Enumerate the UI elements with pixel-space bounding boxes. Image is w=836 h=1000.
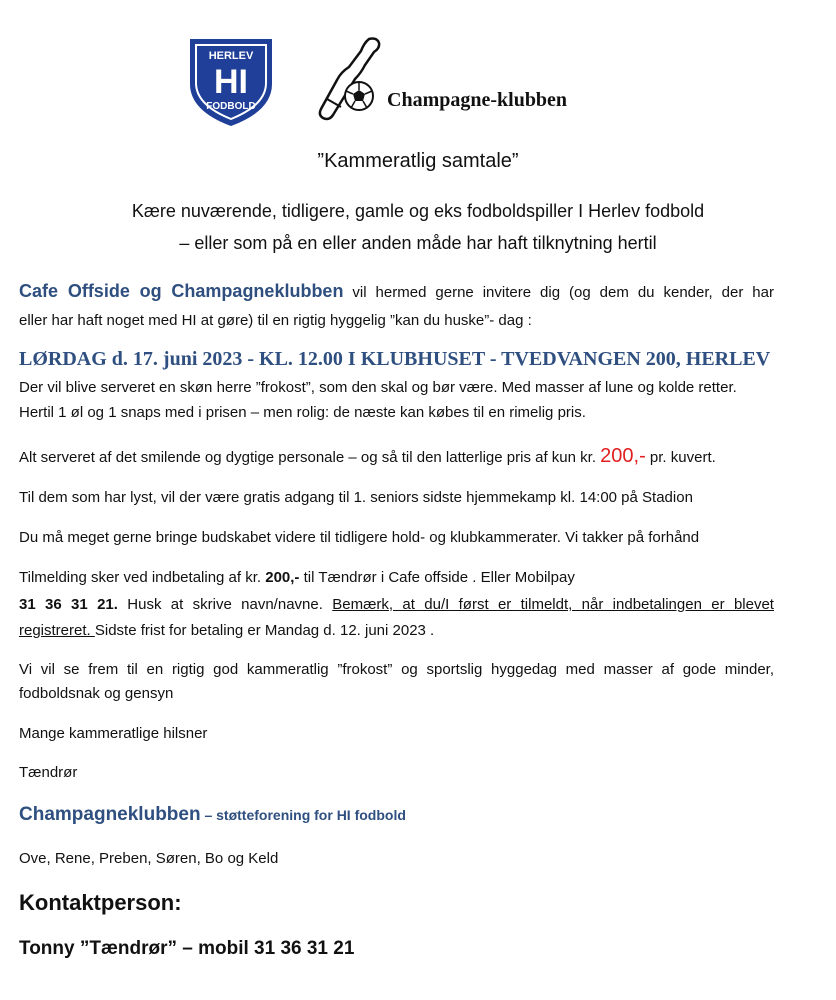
signup-line-3 (19, 620, 774, 642)
regards: Mange kammeratlige hilsner (19, 725, 208, 742)
org-line (19, 804, 774, 827)
badge-top-text: HERLEV (208, 50, 254, 62)
members: Ove, Rene, Preben, Søren, Bo og Keld (19, 850, 279, 867)
intro-text-1: vil hermed gerne invitere dig (og dem du kender, der har (343, 284, 774, 301)
signup-note-underlined-2: registreret. (19, 622, 95, 639)
intro-host: Cafe Offside og Champagneklubben (19, 281, 344, 301)
badge-bottom-text: FODBOLD (206, 101, 256, 112)
intro-line-1 (19, 280, 774, 304)
contact-line: Tonny ”Tændrør” – mobil 31 36 31 21 (19, 938, 355, 959)
intro-line-2: eller har haft noget med HI at gøre) til en rigtig hyggelig ”kan du huske”- dag : (19, 312, 532, 329)
price-text-after: pr. kuvert. (645, 449, 716, 466)
closing-line-1: Vi vil se frem til en rigtig god kammeratlig ”frokost” og sportslig hyggedag med masser af gode minder, (19, 661, 774, 678)
signup-line-2 (19, 594, 774, 616)
signup-text-c: Husk at skrive navn/navne. (117, 596, 333, 613)
badge-hi-text: HI (214, 63, 248, 101)
price-text-before: Alt serveret af det smilende og dygtige personale – og så til den latterlige pris af kun kr. (19, 449, 601, 466)
lunch-line-1: Der vil blive serveret en skøn herre ”frokost”, som den skal og bør være. Med masser af lune og kolde retter. (19, 379, 737, 396)
greeting-line-2: – eller som på en eller anden måde har haft tilknytning hertil (179, 233, 657, 253)
champagne-bottle-ball-icon (317, 35, 383, 123)
signature: Tændrør (19, 764, 78, 781)
contact-heading: Kontaktperson: (19, 890, 182, 915)
signup-note-underlined: Bemærk, at du/I først er tilmeldt, når indbetalingen er blevet (332, 596, 774, 613)
price-amount: 200,- (600, 445, 646, 467)
greeting-line-1: Kære nuværende, tidligere, gamle og eks fodboldspiller I Herlev fodbold (131, 201, 705, 221)
hi-fodbold-logo (183, 34, 279, 127)
club-name: Champagne-klubben (387, 89, 568, 111)
signup-text-a: Tilmelding sker ved indbetaling af kr. (19, 569, 266, 586)
price-line (19, 445, 774, 469)
lunch-line-2: Hertil 1 øl og 1 snaps med i prisen – men rolig: de næste kan købes til en rimelig pris. (19, 404, 586, 421)
event-details: LØRDAG d. 17. juni 2023 - KL. 12.00 I KLUBHUSET - TVEDVANGEN 200, HERLEV (19, 348, 771, 370)
mobilepay-number: 31 36 31 21. (19, 596, 118, 613)
signup-text-b: til Tændrør i Cafe offside . Eller Mobilpay (299, 569, 575, 586)
page-title: ”Kammeratlig samtale” (317, 150, 519, 172)
signup-deadline: Sidste frist for betaling er Mandag d. 12. juni 2023 . (94, 622, 435, 639)
forward-message: Du må meget gerne bringe budskabet videre til tidligere hold- og klubkammerater. Vi takker på forhånd (19, 529, 700, 546)
org-name: Champagneklubben (19, 804, 201, 825)
signup-line-1 (19, 567, 774, 589)
match-info: Til dem som har lyst, vil der være gratis adgang til 1. seniors sidste hjemmekamp kl. 14:00 på Stadion (19, 489, 693, 506)
org-tagline: – støtteforening for HI fodbold (200, 807, 406, 823)
closing-line-2: fodboldsnak og gensyn (19, 685, 174, 702)
signup-amount: 200,- (265, 569, 300, 586)
